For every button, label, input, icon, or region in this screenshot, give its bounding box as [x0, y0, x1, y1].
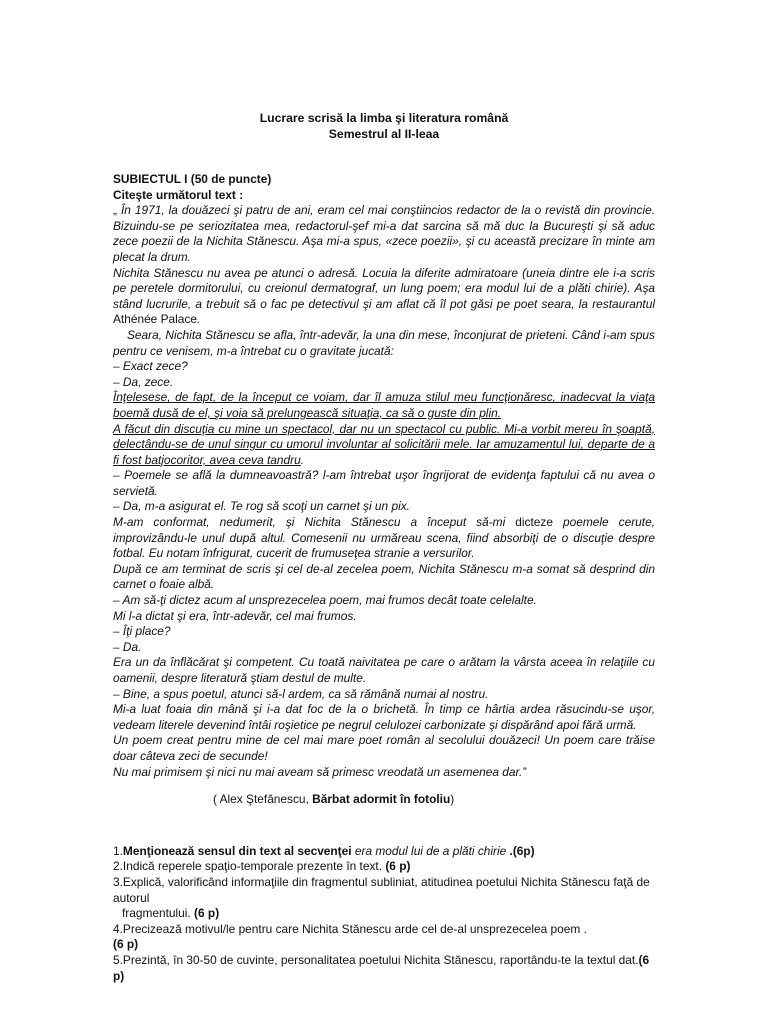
question-4-points-line [113, 937, 655, 953]
source-book-title: Bărbat adormit în fotoliu [312, 792, 451, 807]
content [113, 172, 655, 984]
question-points: (6 p) [113, 937, 139, 952]
dialogue-line: – Îţi place? [113, 624, 171, 639]
dialogue-line: – Da, m-a asigurat el. Te rog să scoţi un carnet şi un pix. [113, 499, 410, 514]
passage-text: . [300, 452, 305, 467]
question-points: (6 p) [190, 906, 220, 921]
underlined-paragraph: A făcut din discuţia cu mine un spectacol, dar nu un spectacol cu public. Mi-a vorbit mereu în şoaptă, delectându-se de unul singur cu umorul involuntar al solicitării mele. Iar amuzamentul lui, departe de a fi fost batjocoritor, avea ceva tandru [113, 421, 655, 467]
dialogue-line: – Am să-ţi dictez acum al unsprezecelea poem, mai frumos decât toate celelalte. [113, 593, 537, 608]
question-4 [113, 922, 655, 938]
opening-quote: „ [113, 203, 121, 218]
underlined-paragraph: Înţelesese, de fapt, de la început ce voiam, dar îl amuza stilul meu funcţionăresc, inadecvat la viaţa boemă dusă de el, şi voia să prelungească situaţia, ca să o guste din plin. [113, 390, 655, 420]
document-title: Lucrare scrisă la limba şi literatura română [259, 111, 509, 125]
restaurant-name: Athénée Palace [113, 312, 197, 327]
title-block [0, 110, 768, 142]
question-quote: era modul lui de a plăti chirie [354, 843, 507, 858]
question-points: .(6p) [506, 843, 535, 858]
passage-paragraph [113, 266, 655, 328]
question-3 [113, 875, 655, 906]
passage-text: poemele cerute, improvizându-le unul după altul. Comesenii nu urmăreau scena, fiind absorbiţi de o discuţie despre fotbal. Eu notam înfrigurat, cucerit de frumuseţea stranie a versurilor. [113, 515, 655, 561]
dialogue-line: – Poemele se află la dumneavoastră? l-am întrebat uşor îngrijorat de evidenţa faptului că nu avea o servietă. [113, 468, 655, 498]
question-2 [113, 859, 655, 875]
passage-paragraph: Era un da înflăcărat şi competent. Cu toată naivitatea pe care o arătam la vârsta aceea în relaţiile cu oamenii, despre literatură ştiam destul de multe. [113, 655, 655, 685]
subject-heading: SUBIECTUL I (50 de puncte) [113, 172, 272, 186]
question-number: 4. [113, 921, 123, 936]
question-number: 1. [113, 843, 123, 858]
passage-text: Nichita Stănescu nu avea pe atunci o adresă. Locuia la diferite admiratoare (uneia dintre ele i-a scris pe peretele dormitorului, cu creionul dermatograf, un lung poem; era modul lui de a plăti chirie). Aşa stând lucrurile, a trebuit să o fac pe detectivul şi am aflat că îl pot găsi pe poet seara, la restaurantul [113, 265, 655, 311]
question-3-continuation [113, 906, 655, 922]
passage-paragraph [113, 515, 655, 562]
passage-paragraph: Mi-a luat foaia din mână şi i-a dat foc de la o brichetă. În timp ce hârtia ardea răsucindu-se uşor, vedeam literele devenind întâi roşietice pe negrul celulozei carbonizate şi dispărând apoi fără urmă. [113, 702, 655, 732]
question-text: Precizează motivul/le pentru care Nichita Stănescu arde cel de-al unsprezecelea poem . [122, 921, 587, 936]
dialogue-line: – Da, zece. [113, 374, 174, 389]
passage-paragraph: Mi l-a dictat şi era, într-adevăr, cel mai frumos. [113, 608, 357, 623]
source-citation [113, 792, 655, 808]
passage-paragraph [113, 203, 655, 265]
passage-paragraph [113, 422, 655, 469]
passage-text: M-am conformat, nedumerit, şi Nichita Stănescu a început să-mi [113, 515, 516, 530]
question-points: (6 p) [382, 859, 411, 874]
question-number: 2. [113, 859, 123, 874]
passage-text: În 1971, la douăzeci şi patru de ani, eram cel mai conştiincios redactor de la o revistă din provincie. Bizuindu-se pe seriozitatea mea, redactorul-şef mi-a dat sarcina să mă duc la Bucureşti şi să aduc zece poezii de la Nichita Stănescu. Aşa mi-a spus, «zece poezii», şi cu această precizare în minte am plecat la drum. [113, 203, 656, 264]
source-close: ) [450, 792, 455, 807]
dialogue-line: – Exact zece? [113, 359, 188, 374]
passage-paragraph: Un poem creat pentru mine de cel mai mare poet român al secolului douăzeci! Un poem care trăise doar câteva zeci de secunde! [113, 733, 655, 763]
question-text: Prezintă, în 30-50 de cuvinte, personalitatea poetului Nichita Stănescu, raportându-te la textul dat. [122, 952, 639, 967]
question-5 [113, 953, 655, 984]
question-points: (6 p) [113, 952, 650, 983]
question-text: Menţionează sensul din text al secvenţei [122, 843, 355, 858]
passage [113, 203, 655, 780]
questions [113, 844, 655, 984]
document-subtitle: Semestrul al II-leaa [328, 127, 440, 141]
question-number: 3. [113, 874, 123, 889]
question-number: 5. [113, 952, 123, 967]
passage-paragraph: Seara, Nichita Stănescu se afla, într-adevăr, la una din mese, înconjurat de prieteni. Când i-am spus pentru ce venisem, m-a întrebat cu o gravitate jucată: [113, 327, 655, 358]
passage-text: . [196, 312, 201, 327]
question-text: fragmentului. [122, 906, 191, 921]
dialogue-line: – Bine, a spus poetul, atunci să-l ardem, ca să rămână numai al nostru. [113, 686, 489, 701]
dicteze-word: dicteze [515, 515, 553, 530]
question-text: Explică, valorificând informaţiile din fragmentul subliniat, atitudinea poetului Nichita Stănescu faţă de autorul [113, 874, 650, 905]
passage-paragraph: Nu mai primisem şi nici nu mai aveam să primesc vreodată un asemenea dar.” [113, 764, 527, 779]
question-text: Indică reperele spaţio-temporale prezente în text. [122, 859, 383, 874]
source-author: ( Alex Ştefănescu, [213, 792, 313, 807]
question-1 [113, 844, 655, 860]
dialogue-line: – Da. [113, 639, 142, 654]
passage-paragraph: După ce am terminat de scris şi cel de-al zecelea poem, Nichita Stănescu m-a somat să desprind din carnet o foaie albă. [113, 561, 655, 592]
subject-instruction: Citeşte următorul text : [113, 187, 244, 202]
